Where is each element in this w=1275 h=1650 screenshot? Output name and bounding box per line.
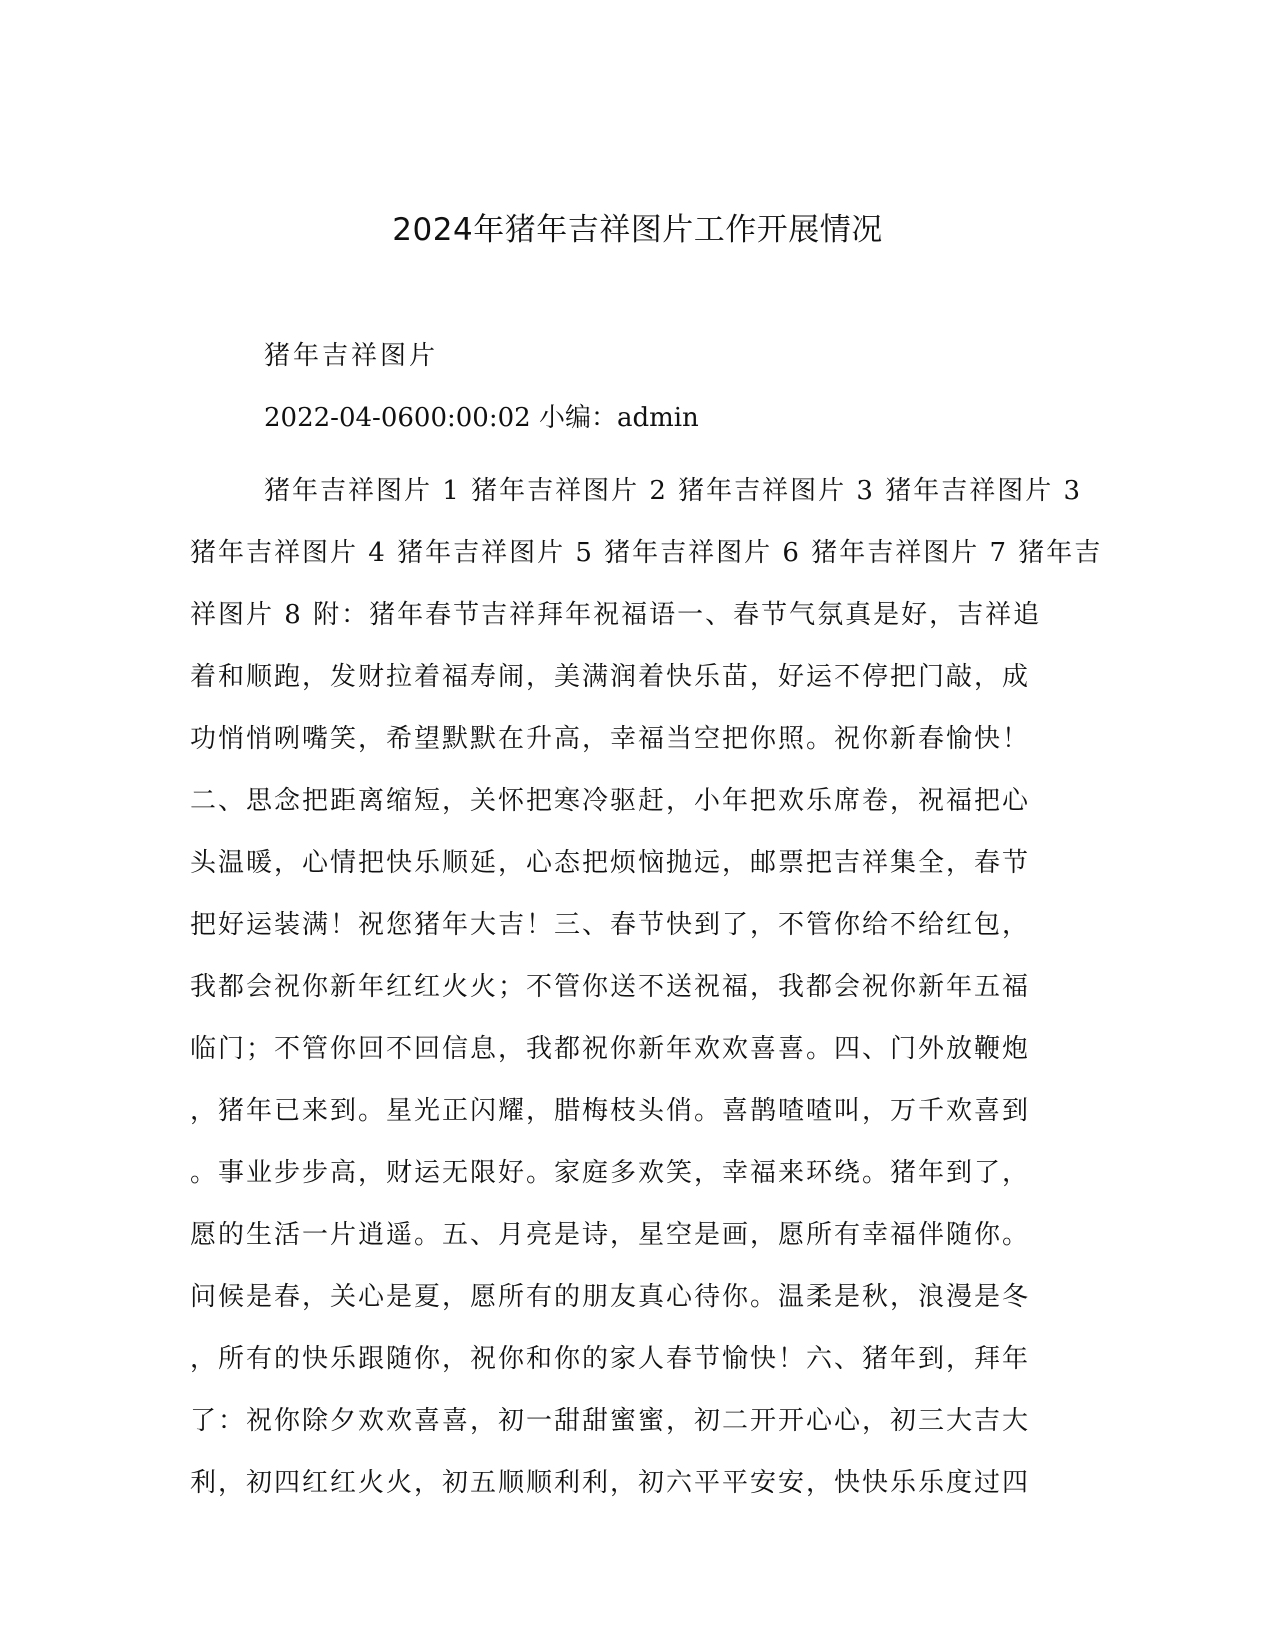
document-title: 2024年猪年吉祥图片工作开展情况 (392, 212, 883, 248)
body-line: ，猪年已来到。星光正闪耀，腊梅枝头俏。喜鹊喳喳叫，万千欢喜到 (190, 1096, 1031, 1126)
body-line: 临门；不管你回不回信息，我都祝你新年欢欢喜喜。四、门外放鞭炮 (190, 1034, 1031, 1064)
body-line: 。事业步步高，财运无限好。家庭多欢笑，幸福来环绕。猪年到了， (190, 1158, 1031, 1188)
body-line: 了：祝你除夕欢欢喜喜，初一甜甜蜜蜜，初二开开心心，初三大吉大 (190, 1406, 1031, 1436)
body-line: 把好运装满！祝您猪年大吉！三、春节快到了，不管你给不给红包， (190, 910, 1031, 940)
body-line: 头温暖，心情把快乐顺延，心态把烦恼抛远，邮票把吉祥集全，春节 (190, 848, 1031, 878)
date-author-line: 2022-04-0600:00:02 小编：admin (264, 403, 699, 433)
body-line: 功悄悄咧嘴笑，希望默默在升高，幸福当空把你照。祝你新春愉快！ (190, 724, 1031, 754)
body-line: 问候是春，关心是夏，愿所有的朋友真心待你。温柔是秋，浪漫是冬 (190, 1282, 1031, 1312)
body-line: 我都会祝你新年红红火火；不管你送不送祝福，我都会祝你新年五福 (190, 972, 1031, 1002)
body-line: 着和顺跑，发财拉着福寿闹，美满润着快乐苗，好运不停把门敲，成 (190, 662, 1031, 692)
body-line: ，所有的快乐跟随你，祝你和你的家人春节愉快！六、猪年到，拜年 (190, 1344, 1031, 1374)
body-line: 祥图片 8 附：猪年春节吉祥拜年祝福语一、春节气氛真是好，吉祥追 (190, 600, 1042, 630)
body-line: 利，初四红红火火，初五顺顺利利，初六平平安安，快快乐乐度过四 (190, 1468, 1031, 1498)
document-body (190, 460, 1103, 1514)
body-line: 猪年吉祥图片 1 猪年吉祥图片 2 猪年吉祥图片 3 猪年吉祥图片 3 (264, 476, 1083, 506)
body-line: 愿的生活一片逍遥。五、月亮是诗，星空是画，愿所有幸福伴随你。 (190, 1220, 1031, 1250)
body-line: 猪年吉祥图片 4 猪年吉祥图片 5 猪年吉祥图片 6 猪年吉祥图片 7 猪年吉 (190, 538, 1103, 568)
document-subtitle: 猪年吉祥图片 (264, 341, 439, 371)
body-line: 二、思念把距离缩短，关怀把寒冷驱赶，小年把欢乐席卷，祝福把心 (190, 786, 1031, 816)
